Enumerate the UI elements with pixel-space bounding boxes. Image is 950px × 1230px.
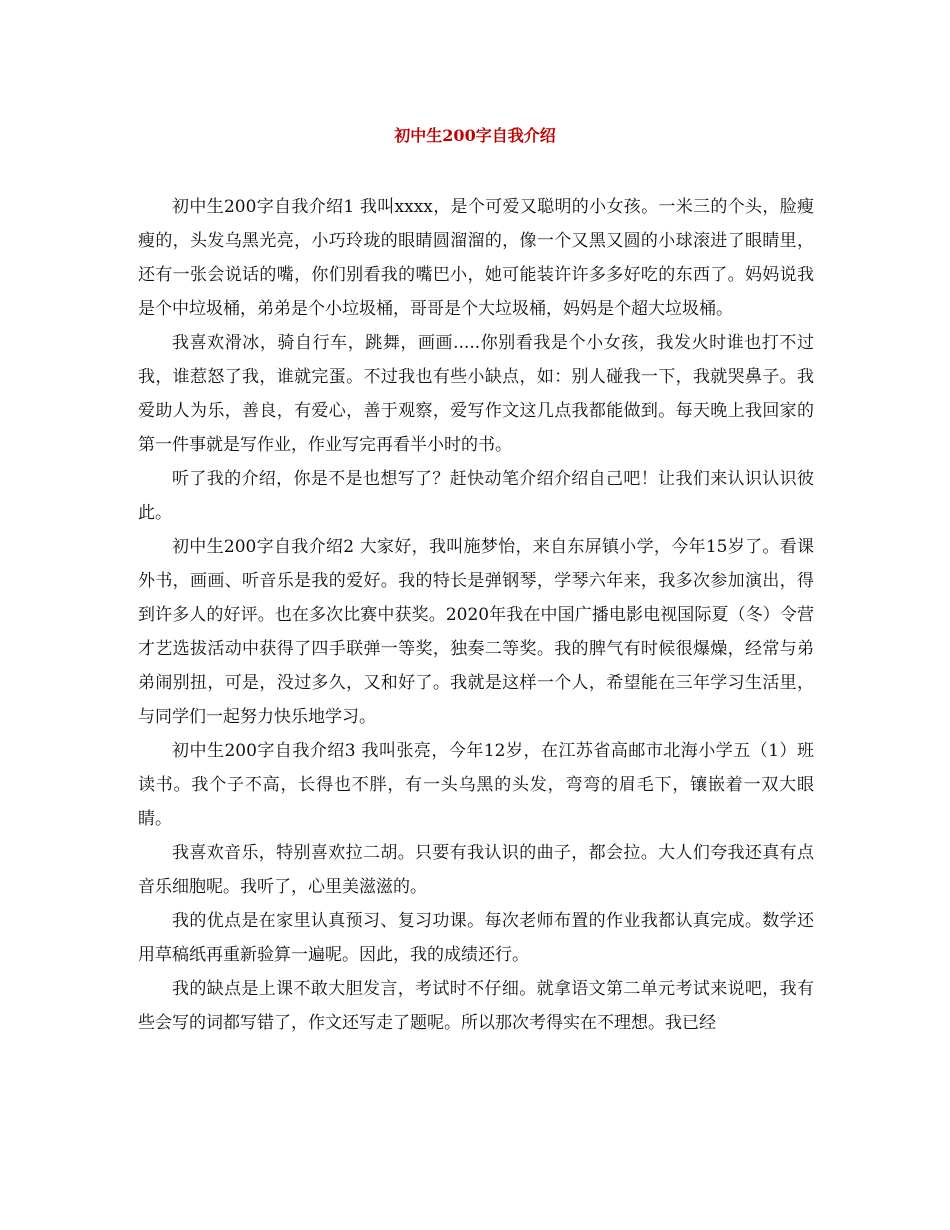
paragraph-4: 初中生200字自我介绍2 大家好，我叫施梦怡，来自东屏镇小学，今年15岁了。看课外书，画画、听音乐是我的爱好。我的特长是弹钢琴，学琴六年来，我多次参加演出，得到许多人的好评。也在多次比赛中获奖。2020年我在中国广播电影电视国际夏（冬）令营才艺选拔活动中获得了四手联弹一等奖，独奏二等奖。我的脾气有时候很爆燥，经常与弟弟闹别扭，可是，没过多久，又和好了。我就是这样一个人，希望能在三年学习生活里，与同学们一起努力快乐地学习。 <box>138 537 814 727</box>
paragraph-7: 我的优点是在家里认真预习、复习功课。每次老师布置的作业我都认真完成。数学还用草稿纸再重新验算一遍呢。因此，我的成绩还行。 <box>138 911 814 965</box>
paragraph-3: 听了我的介绍，你是不是也想写了？赶快动笔介绍介绍自己吧！让我们来认识认识彼此。 <box>138 469 814 523</box>
paragraph-5: 初中生200字自我介绍3 我叫张亮，今年12岁，在江苏省高邮市北海小学五（1）班读书。我个子不高，长得也不胖，有一头乌黑的头发，弯弯的眉毛下，镶嵌着一双大眼睛。 <box>138 741 814 829</box>
document-body <box>138 190 814 1040</box>
document-title: 初中生200字自我介绍 <box>394 126 556 145</box>
paragraph-1: 初中生200字自我介绍1 我叫xxxx，是个可爱又聪明的小女孩。一米三的个头，脸瘦瘦的，头发乌黑光亮，小巧玲珑的眼睛圆溜溜的，像一个又黑又圆的小球滚进了眼睛里，还有一张会说话的嘴，你们别看我的嘴巴小，她可能装许许多多好吃的东西了。妈妈说我是个中垃圾桶，弟弟是个小垃圾桶，哥哥是个大垃圾桶，妈妈是个超大垃圾桶。 <box>138 197 814 319</box>
paragraph-6: 我喜欢音乐，特别喜欢拉二胡。只要有我认识的曲子，都会拉。大人们夸我还真有点音乐细胞呢。我听了，心里美滋滋的。 <box>138 843 814 897</box>
paragraph-2: 我喜欢滑冰，骑自行车，跳舞，画画.....你别看我是个小女孩，我发火时谁也打不过我，谁惹怒了我，谁就完蛋。不过我也有些小缺点，如：别人碰我一下，我就哭鼻子。我爱助人为乐，善良，有爱心，善于观察，爱写作文这几点我都能做到。每天晚上我回家的第一件事就是写作业，作业写完再看半小时的书。 <box>138 333 814 455</box>
paragraph-8: 我的缺点是上课不敢大胆发言，考试时不仔细。就拿语文第二单元考试来说吧，我有些会写的词都写错了，作文还写走了题呢。所以那次考得实在不理想。我已经 <box>138 979 814 1033</box>
